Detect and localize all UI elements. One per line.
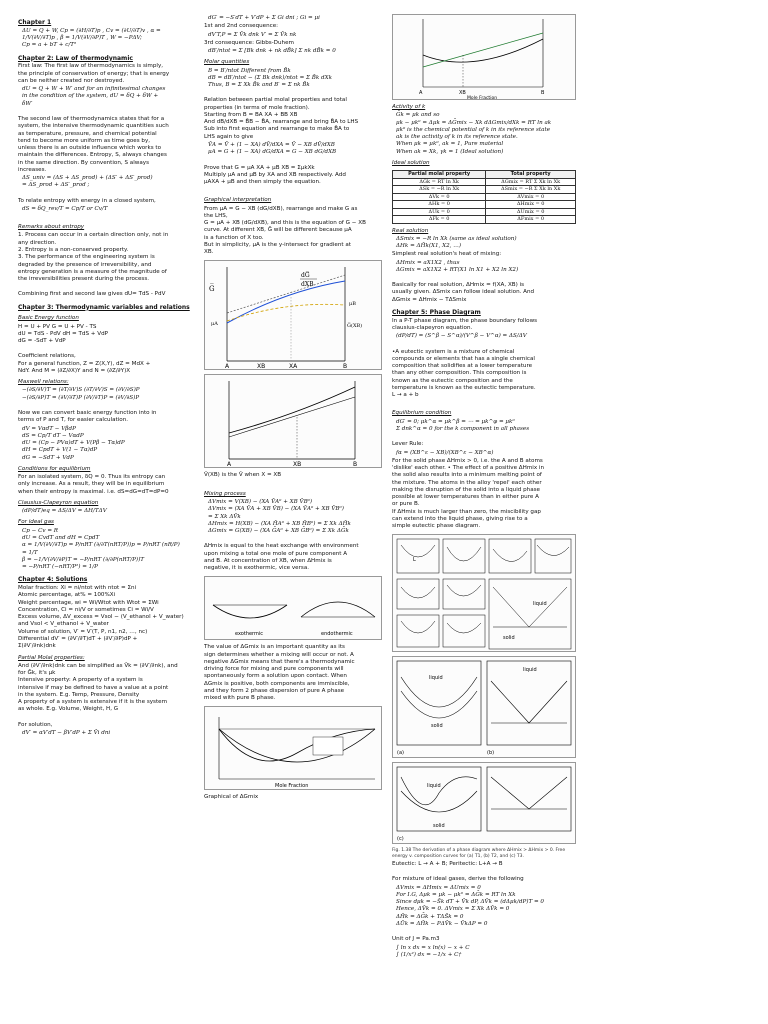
cp-fig-xb-label: XB (459, 90, 466, 96)
table-row (393, 178, 576, 186)
equation-block: ΔU = Q + W, Cp = (∂H/∂T)p , Cv = (∂U/∂T)v , α = 1/V(∂V/∂T)p , β = 1/V(∂V/∂P)T , W = −PΔV; Cp = a + bT + c/T² (22, 27, 161, 49)
spacer (392, 434, 576, 440)
equation-block: dV = VαdT − VβdP dS = Cp/T dT − VαdP dU = (Cp − PVα)dT + V(Pβ − Tα)dP dH = CpdT + V(1 − Tα)dP dG = −SdT + VdP (22, 425, 125, 461)
table-cell: ΔḠk = RT ln Xk (393, 178, 486, 186)
table-cell: ΔVmix = 0 (486, 193, 576, 201)
table-cell: ΔF̄k = 0 (393, 216, 486, 224)
text-paragraph: •A eutectic system is a mixture of chemical compounds or elements that has a single chemical composition that solidifies at a lower temperature than any other composition. This composition is known as the eutectic composition and the temperature is known as the eutectic temperature. L → a + b (392, 348, 536, 399)
dg-label: dG̅ (301, 272, 310, 280)
text-paragraph: 3rd consequence: Gibbs-Duhem (204, 39, 294, 46)
text-paragraph: Coefficient relations, For a general function, Z = Z(X,Y), dZ = MdX + NdY. And M = (∂Z/∂X)Y and N = (∂Z/∂Y)X (18, 353, 151, 374)
text-paragraph: Combining first and second law gives dU= TdS - PdV (18, 291, 166, 298)
axis-a-label: A (225, 363, 230, 370)
text-paragraph: Basically for real solution, ΔHmix = f(XA, XB) is usually given. ΔSmix can follow ideal solution. And ΔGmix = ΔHmix − TΔSmix (392, 282, 535, 303)
subsection-heading: Partial Molal properties: (18, 654, 85, 661)
equation-block: fα = (XB^ε − XB)/(XB^ε − XB^α) (396, 449, 494, 456)
table-cell: ΔH̄k = 0 (393, 201, 486, 209)
spacer (18, 715, 196, 721)
subsection-heading: For ideal gas (18, 519, 54, 526)
cp-fig-axis-label: Mole Fraction (467, 96, 498, 99)
pd-solid-label: solid (503, 635, 515, 642)
fig-a-tag: (a) (397, 750, 404, 757)
text-paragraph: Molar fraction: Xi = ni/ntot with ntot = Σni Atomic percentage, at% = 100%Xi Weight percentage, wi = Wi/Wtot with Wtot = ΣWi Concentration, Ci = ni/V or sometimes Ci = Wi/V Excess volume, ΔV_excess = Vsol − (V_ethanol + V_water) and Vsol < V_ethanol + V_water Volume of solution, V′ = V′(T, P, n1, n2, …, nc) Differential dV′ = (∂V′/∂T)dT + (∂V′/∂P)dP + Σ(∂V′/∂nk)dnk (18, 585, 184, 650)
axis-b-label: B (343, 363, 348, 370)
subsection-heading: Ideal solution (392, 159, 430, 166)
column-3-part-a (392, 104, 576, 167)
text-paragraph: Now we can convert basic energy function into in terms of P and T, for easier calculation. (18, 410, 157, 424)
text-paragraph: V̄(XB) is the V̄ when X = XB (204, 472, 282, 479)
equation-block: ∫ ln x dx = x ln(x) − x + C ∫ (1/x²) dx = −1/x + C† (396, 944, 470, 958)
subsection-heading: Activity of k (392, 104, 426, 110)
chemical-potential-figure (392, 14, 576, 100)
spacer (18, 191, 196, 197)
column-3-part-c (392, 861, 576, 959)
table-cell: ΔUmix = 0 (486, 208, 576, 216)
axis-xb-label: XB (257, 363, 266, 370)
graphical-interpretation-figure (204, 260, 382, 370)
pd-liquid-label: liquid (533, 601, 547, 608)
text-paragraph: H = U + PV G = U + PV - TS dU = TdS - PdV dH = TdS + VdP dG = -SdT + VdP (18, 323, 109, 345)
equation-block: (dP/dT) = (S^β − S^α)/(V^β − V^α) = ΔS/ΔV (396, 333, 527, 340)
mua-label: μA (211, 321, 218, 328)
equation-block: dB′/ntot = Σ [Bk dnk + nk dB̄k] Σ nk dB̄k = 0 (208, 48, 336, 55)
column-3 (392, 14, 576, 1018)
text-paragraph: To relate entropy with energy in a closed system, (18, 197, 156, 204)
phase-diagram-bottom-figure (392, 762, 576, 844)
spacer (18, 109, 196, 115)
table-row (393, 193, 576, 201)
column-2-part-c (204, 644, 382, 702)
equation-block: dG′ = 0; μk^α = μk^β = ⋯ = μk^φ = μk⁰ Σ dnk^α = 0 for the k component in all phases (396, 418, 530, 432)
axis-xa-label: XA (289, 363, 298, 370)
cp-fig-b-label: B (541, 90, 545, 96)
section-heading: Chapter 2: Law of thermodynamic (18, 54, 133, 62)
table-cell: ΔŪk = 0 (393, 208, 486, 216)
text-paragraph: Unit of J = Pa.m3 (392, 936, 440, 943)
table-header: Total property (486, 171, 576, 179)
bt-solid-label: solid (433, 823, 445, 830)
equation-block: ΔHmix = aX1X2 , thus ΔGmix = aX1X2 + RT(X1 ln X1 + X2 ln X2) (396, 259, 519, 273)
text-paragraph: Prove that G = μA XA + μB XB = ΣμkXk Multiply μA and μB by XA and XB respectively. Add μAXA + μB and then simply the equation. (204, 164, 346, 186)
mole-fraction-axis-label: Mole Fraction (275, 783, 309, 790)
text-paragraph: For an isolated system, δQ = 0. Thus its entropy can only increase. As a result, they will be in equilibrium when their entropy is maximal. i.e. dS=dG=dT=dP=0 (18, 474, 169, 495)
equation-block: dS = δQ_rev/T = Cp/T or Cv/T (22, 205, 108, 212)
dxb-label: dXB (301, 281, 314, 289)
spacer (392, 400, 576, 406)
table-cell: ΔGmix = RT Σ Xk ln Xk (486, 178, 576, 186)
fig-b-tag: (b) (487, 750, 495, 757)
g-bar-label: G̅ (209, 285, 215, 294)
text-paragraph: And (∂V′/∂nk)dnk can be simplified as V̄k = (∂V′/∂nk), and for Ḡk, it's μk Intensive property: A property of a system is intensive if may be defined to have a value at a point in the system. E.g. Temp, Pressure, Density A property of a system is extensive if it is the system as whole. E.g. Volume, Weight, H, G (18, 662, 178, 713)
figure-caption: Fig. 1.38 The derivation of a phase diagram where ΔHmix > ΔHmix > 0. Free energy v. composition curves for (a) T1, (b) T2, and (c) T3. (392, 848, 566, 860)
text-paragraph: Relation between partial molal properties and total properties (in terms of mole fraction). Starting from B = BA XA + BB XB And dB/dXB = B̄B − B̄A, rearrange and bring B̄A to LHS Sub into first equation and rearrange to make B̄A to LHS again to give (204, 97, 359, 140)
text-paragraph: First law: The first law of thermodynamics is simply, the principle of conservation of energy; that is energy can be neither created nor destroyed. (18, 63, 170, 84)
mub-label: μB (349, 301, 356, 308)
equation-block: Ḡk = μk and so μk − μk⁰ = Δμk = ΔḠmix − Xk dΔGmix/dXk = RT ln ak μk⁰ is the chemical potential of k in its reference state ak is the activity of k in its reference state. When μk = μk⁰, ak = 1, Pure material When ak = Xk, γk = 1 (Ideal solution) (396, 112, 552, 155)
column-2 (204, 14, 382, 1018)
table-row (393, 216, 576, 224)
section-heading: Chapter 4: Solutions (18, 576, 88, 584)
lg-liquid-label: liquid (429, 675, 443, 682)
spacer (204, 536, 382, 542)
equation-block: ΔVmix = V(XB) − (XA V̄A⁰ + XB V̄B⁰) ΔVmix = (XA V̄A + XB V̄B) − (XA V̄A⁰ + XB V̄B⁰) = Σ Xk ΔV̄k ΔHmix = H(XB) − (XA H̄A⁰ + XB H̄B⁰) = Σ Xk ΔH̄k ΔGmix = G(XB) − (XA ḠA⁰ + XB ḠB⁰) = Σ Xk ΔḠk (208, 498, 351, 535)
equation-block: ΔVmix = ΔHmix = ΔUmix = 0 For I.G, Δμk = μk − μk⁰ = ΔḠk = RT ln Xk Since dμk = −S̄k dT + V̄k dP, ΔV̄k = (dΔμk/dP)T = 0 Hence, ΔV̄k = 0. ΔVmix = Σ Xk ΔV̄k = 0 ΔH̄k = ΔḠk + TΔS̄k = 0 ΔŪk = ΔH̄k − PΔV̄k − V̄kΔP = 0 (396, 884, 544, 927)
enthalpy-mixing-figure (204, 576, 382, 640)
table-row (393, 186, 576, 194)
text-paragraph: 1st and 2nd consequence: (204, 23, 279, 30)
text-paragraph: Simplest real solution's heat of mixing: (392, 251, 502, 258)
subsection-heading: Clausius-Clapeyron equation (18, 499, 99, 506)
spacer (392, 869, 576, 875)
subsection-heading: Real solution (392, 227, 429, 234)
spacer (18, 284, 196, 290)
text-paragraph: The second law of thermodynamics states that for a system, the intensive thermodynamic quantities such as temperature, pressure, and chemical potential tend to become more uniform as time goes by, unless there is an outside influence which works to maintain the differences. Entropy, S, always changes in the same direction. By convention, S always increases. (18, 115, 169, 173)
text-paragraph: From μA = G − XB (dG/dXB), rearrange and make G as the LHS, G = μA + XB (dG/dXB), and this is the equation of G − XB curve. At different XB, Ḡ will be different because μA is a function of X too. But in simplicity, μA is the y-intersect for gradient at XB. (204, 205, 366, 256)
subsection-heading: Molar quantities (204, 59, 250, 66)
column-2-part-b (204, 472, 382, 572)
phase-diagram-grid-figure (392, 534, 576, 652)
equation-block: (dP/dT)eq = ΔS/ΔV = ΔH/TΔV (22, 508, 107, 515)
subsection-heading: Graphical interpretation (204, 197, 272, 204)
fig-c-tag: (c) (397, 836, 404, 843)
ideal-solution-table (392, 170, 576, 224)
table-cell: ΔHmix = 0 (486, 201, 576, 209)
subsection-heading: Conditions for equilibrium (18, 465, 91, 472)
text-paragraph: For the solid phase ΔHmix > 0, i.e. the A and B atoms 'dislike' each other. • The effect of a positive ΔHmix in the solid also results into a minimum melting point of the mixture. The atoms in the alloy 'repel' each other making the disruption of the solid into a liquid phase possible at lower temperatures than in either pure A or pure B. If ΔHmix is much larger than zero, the miscibility gap can extend into the liquid phase, giving rise to a simple eutectic phase diagram. (392, 457, 545, 530)
table-cell: ΔFmix = 0 (486, 216, 576, 224)
spacer (204, 90, 382, 96)
text-paragraph: Graphical of ΔGmix (204, 794, 259, 801)
table-cell: ΔV̄k = 0 (393, 193, 486, 201)
subsection-heading: Remarks about entropy (18, 224, 85, 231)
text-paragraph: 1. Process can occur in a certain direction only, not in any direction. 2. Entropy is a non-conserved property. 3. The performance of the engineering system is degraded by the presence of irreversibility, and entropy generation is a measure of the magnitude of the irreversibilities present during the process. (18, 232, 169, 283)
cp-fig-a-label: A (419, 90, 423, 96)
column-2-part-a (204, 15, 382, 256)
spacer (18, 403, 196, 409)
exothermic-label: exothermic (235, 631, 264, 638)
bt-liquid-label: liquid (427, 783, 441, 790)
column-2-part-d (204, 794, 382, 801)
text-paragraph: For solution, (18, 721, 53, 728)
equation-block: ΔS_univ = (ΔS + ΔS_prod) + (ΔS′ + ΔS′_prod) = ΔS_prod + ΔS′_prod ; (22, 175, 153, 189)
equation-block: V̄A = V̄ + (1 − XA) dV̄/dXA = V̄ − XB dV̄/dXB μA = G + (1 − XA) dG/dXA = G − XB dG/dXB (208, 141, 337, 156)
text-paragraph: In a P-T phase diagram, the phase boundary follows clausius-clapeyron equation. (392, 317, 538, 332)
column-3-part-b (392, 228, 576, 531)
spacer (392, 929, 576, 935)
pd-l-label: L (413, 557, 416, 564)
gxb-label: G̅(XB) (347, 323, 363, 330)
equation-block: B = B′/ntot Different from B̄k dB = dB′/ntot − (Σ Bk dnk)/ntot = Σ B̄k dXk Thus, B = Σ Xk B̄k and B′ = Σ nk B̄k (208, 67, 332, 89)
equation-block: −(∂S/∂V)T = (∂T/∂V)S (∂T/∂V)S = (∂V/∂S)P −(∂S/∂P)T = (∂V/∂T)P (∂V/∂T)P = (∂V/∂S)P (22, 387, 140, 401)
table-row (393, 208, 576, 216)
volume-tangent-figure (204, 374, 382, 468)
lg-solid-label: solid (431, 723, 443, 730)
subsection-heading: Maxwell relations: (18, 379, 69, 386)
subsection-heading: Mixing process (204, 490, 246, 497)
section-heading: Chapter 3: Thermodynamic variables and relations (18, 303, 190, 311)
equation-block: ΔSmix = −R ln Xk (same as ideal solution) ΔHk = ΔH̄k(X1, X2, …) (396, 235, 517, 250)
spacer (204, 187, 382, 193)
text-paragraph: For mixture of ideal gases, derive the following (392, 876, 524, 883)
section-heading: Chapter 5: Phase Diagram (392, 309, 481, 317)
table-cell: ΔSmix = −R Σ Xk ln Xk (486, 186, 576, 194)
spacer (392, 275, 576, 281)
text-paragraph: Lever Rule: (392, 441, 424, 448)
lg-liquid-label-2: liquid (523, 667, 537, 674)
endothermic-label: endothermic (321, 631, 353, 638)
spacer (204, 158, 382, 164)
spacer (18, 346, 196, 352)
gibbs-mixing-figure (204, 706, 382, 790)
phase-diagram-large-figure (392, 656, 576, 758)
subsection-heading: Equilibrium condition (392, 410, 452, 417)
vol-fig-a-label: A (227, 461, 232, 468)
subsection-heading: Basic Energy function (18, 315, 79, 322)
equation-block: Cp − Cv = R dU = CvdT and dH = CpdT α = 1/V(∂V/∂T)p = P/nRT (∂/∂T(nRT/P))p = P/nRT (nR/P) = 1/T β = −1/V(∂V/∂P)T = −P/nRT (∂/∂P(nRT/P))T = −P/nRT (−nRT/P²) = 1/P (22, 527, 180, 571)
table-cell: ΔS̄k = −R ln Xk (393, 186, 486, 194)
equation-block: dG′ = −S′dT + V′dP + Σ Ḡi dni ; Ḡi = μi (208, 15, 320, 21)
equation-block: dV′T,P = Σ V̄k dnk V′ = Σ V̄k nk (208, 31, 297, 38)
section-heading: Chapter 1 (18, 19, 52, 26)
vol-fig-xb-label: XB (293, 461, 302, 468)
column-1 (18, 14, 196, 1018)
spacer (392, 342, 576, 348)
spacer (204, 481, 382, 487)
equation-block: dV′ = αV′dT − βV′dP + Σ V̄i dni (22, 729, 111, 736)
vol-fig-b-label: B (353, 461, 358, 468)
text-paragraph: The value of ΔGmix is an important quantity as its sign determines whether a mixing will occur or not. A negative ΔGmix means that there's a thermodynamic driving force for mixing and pure components will spontaneously form a solution upon contact. When ΔGmix is positive, both components are immiscible, and they form 2 phase dispersion of pure A phase mixed with pure B phase. (204, 644, 355, 702)
spacer (18, 214, 196, 220)
text-paragraph: ΔHmix is equal to the heat exchange with environment upon mixing a total one mole of pure component A and B. At concentration of XB, when ΔHmix is negative, it is exothermic, vice versa. (204, 543, 359, 572)
table-row (393, 201, 576, 209)
text-paragraph: Eutectic: L → A + B; Peritectic: L+A → B (392, 861, 503, 868)
equation-block: dU = Q + W + W′ and for an infinitesimal changes in the condition of the system, dU = δQ + δW + δW′ (22, 86, 166, 107)
table-header: Partial molal property (393, 171, 486, 179)
